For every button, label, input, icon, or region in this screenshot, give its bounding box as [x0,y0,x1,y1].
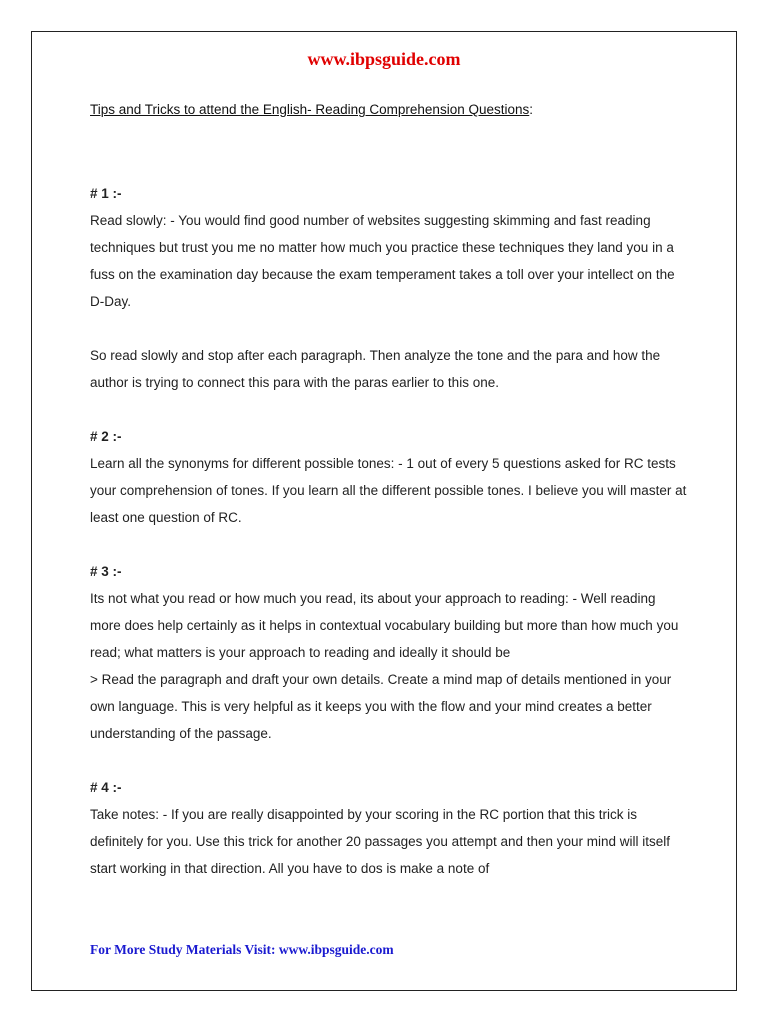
tip-paragraph: Its not what you read or how much you read, its about your approach to reading: - Well reading more does help certainly as it helps in contextual vocabulary building but more than how much you read; what matters is your approach to reading and ideally it should be [90,591,679,660]
tip-paragraph: Read slowly: - You would find good number of websites suggesting skimming and fast reading techniques but trust you me no matter how much you practice these techniques they land you in a fuss on the examination day because the exam temperament takes a toll over your intellect on the D-Day. [90,213,675,309]
tip-paragraph: Learn all the synonyms for different possible tones: - 1 out of every 5 questions asked for RC tests your comprehension of tones. If you learn all the different possible tones. I believe you will master at least one question of RC. [90,456,687,525]
tip-heading: # 4 :- [90,780,122,795]
tip-heading: # 3 :- [90,564,122,579]
tip-heading: # 1 :- [90,186,122,201]
tip-heading: # 2 :- [90,429,122,444]
tip-2 [90,423,690,531]
tip-paragraph: Take notes: - If you are really disappointed by your scoring in the RC portion that this trick is definitely for you. Use this trick for another 20 passages you attempt and then your mind will itself start working in that direction. All you have to dos is make a note of [90,807,671,876]
tips-content [90,180,690,909]
site-url-header: www.ibpsguide.com [307,49,461,69]
tip-4 [90,774,690,882]
document-title-text: Tips and Tricks to attend the English- Reading Comprehension Questions [90,102,530,117]
tip-paragraph-bullet: > Read the paragraph and draft your own details. Create a mind map of details mentioned in your own language. This is very helpful as it keeps you with the flow and your mind creates a better understanding of the passage. [90,672,672,741]
tip-paragraph: So read slowly and stop after each paragraph. Then analyze the tone and the para and how the author is trying to connect this para with the paras earlier to this one. [90,348,661,390]
tip-1 [90,180,690,396]
document-title [90,102,533,117]
document-title-colon: : [529,102,534,117]
footer-study-materials-link: For More Study Materials Visit: www.ibpsguide.com [90,942,394,957]
tip-3 [90,558,690,747]
